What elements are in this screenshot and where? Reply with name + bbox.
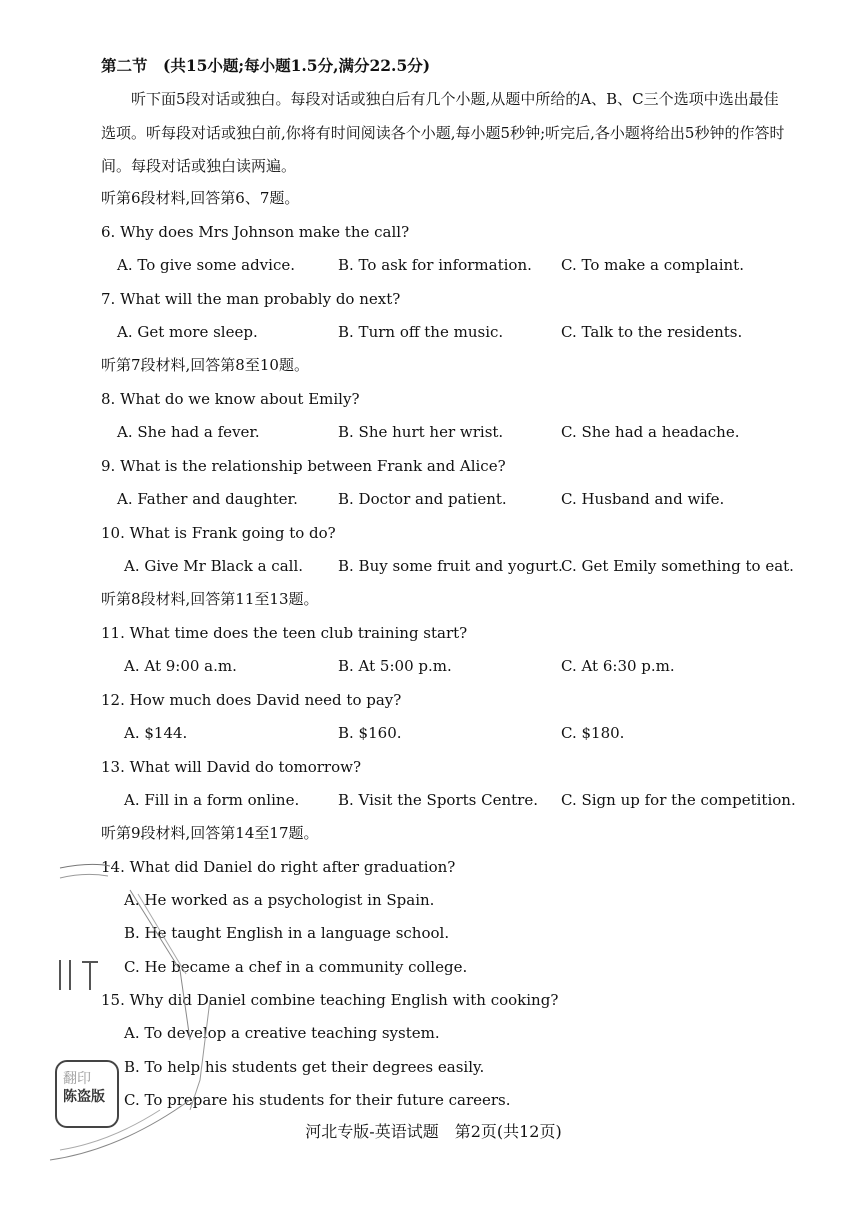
question-9-option-b: B. Doctor and patient. [338, 490, 507, 508]
question-11-option-c: C. At 6:30 p.m. [561, 657, 675, 675]
question-8-option-b: B. She hurt her wrist. [338, 423, 504, 441]
question-13-stem: 13. What will David do tomorrow? [101, 758, 362, 776]
stamp-line-2: 陈盗版 [63, 1089, 105, 1105]
question-9-option-c: C. Husband and wife. [561, 490, 725, 508]
question-6-option-c: C. To make a complaint. [561, 256, 744, 274]
question-12-option-b: B. $160. [338, 724, 402, 742]
question-15-option-a: A. To develop a creative teaching system. [124, 1024, 440, 1042]
question-11-option-b: B. At 5:00 p.m. [338, 657, 452, 675]
anti-piracy-stamp [55, 1060, 119, 1128]
question-12-option-c: C. $180. [561, 724, 625, 742]
question-6-option-a: A. To give some advice. [117, 256, 295, 274]
question-14-stem: 14. What did Daniel do right after graduation? [101, 858, 456, 876]
question-15-stem: 15. Why did Daniel combine teaching English with cooking? [101, 991, 559, 1009]
question-7-option-c: C. Talk to the residents. [561, 323, 743, 341]
question-9-stem: 9. What is the relationship between Frank and Alice? [101, 457, 506, 475]
group-label-9: 听第9段材料,回答第14至17题。 [101, 824, 319, 842]
question-10-stem: 10. What is Frank going to do? [101, 524, 336, 542]
section-instructions: 听下面5段对话或独白。每段对话或独白后有几个小题,从题中所给的A、B、C三个选项中选出最佳选项。听每段对话或独白前,你将有时间阅读各个小题,每小题5秒钟;听完后,各小题将给出5秒钟的作答时间。每段对话或独白读两遍。 [101, 90, 785, 175]
question-9-option-a: A. Father and daughter. [117, 490, 298, 508]
question-6-option-b: B. To ask for information. [338, 256, 532, 274]
question-11-option-a: A. At 9:00 a.m. [124, 657, 237, 675]
question-8-stem: 8. What do we know about Emily? [101, 390, 360, 408]
question-7-option-a: A. Get more sleep. [117, 323, 258, 341]
group-label-6: 听第6段材料,回答第6、7题。 [101, 189, 300, 207]
question-13-option-b: B. Visit the Sports Centre. [338, 791, 538, 809]
question-13-option-c: C. Sign up for the competition. [561, 791, 796, 809]
question-8-option-a: A. She had a fever. [117, 423, 260, 441]
question-15-option-b: B. To help his students get their degrees easily. [124, 1058, 485, 1076]
question-10-option-c: C. Get Emily something to eat. [561, 557, 794, 575]
page-footer: 河北专版-英语试题 第2页(共12页) [305, 1122, 562, 1141]
question-12-stem: 12. How much does David need to pay? [101, 691, 402, 709]
section-heading: 第二节 (共15小题;每小题1.5分,满分22.5分) [101, 56, 431, 75]
question-15-option-c: C. To prepare his students for their future careers. [124, 1091, 511, 1109]
question-14-option-c: C. He became a chef in a community college. [124, 958, 468, 976]
question-7-option-b: B. Turn off the music. [338, 323, 504, 341]
question-10-option-b: B. Buy some fruit and yogurt. [338, 557, 563, 575]
question-13-option-a: A. Fill in a form online. [124, 791, 300, 809]
question-8-option-c: C. She had a headache. [561, 423, 740, 441]
question-7-stem: 7. What will the man probably do next? [101, 290, 401, 308]
group-label-7: 听第7段材料,回答第8至10题。 [101, 356, 309, 374]
group-label-8: 听第8段材料,回答第11至13题。 [101, 590, 319, 608]
question-10-option-a: A. Give Mr Black a call. [124, 557, 304, 575]
question-14-option-a: A. He worked as a psychologist in Spain. [124, 891, 435, 909]
stamp-line-1: 翻印 [63, 1071, 91, 1087]
question-12-option-a: A. $144. [124, 724, 188, 742]
question-6-stem: 6. Why does Mrs Johnson make the call? [101, 223, 410, 241]
question-14-option-b: B. He taught English in a language school. [124, 924, 450, 942]
question-11-stem: 11. What time does the teen club training start? [101, 624, 468, 642]
